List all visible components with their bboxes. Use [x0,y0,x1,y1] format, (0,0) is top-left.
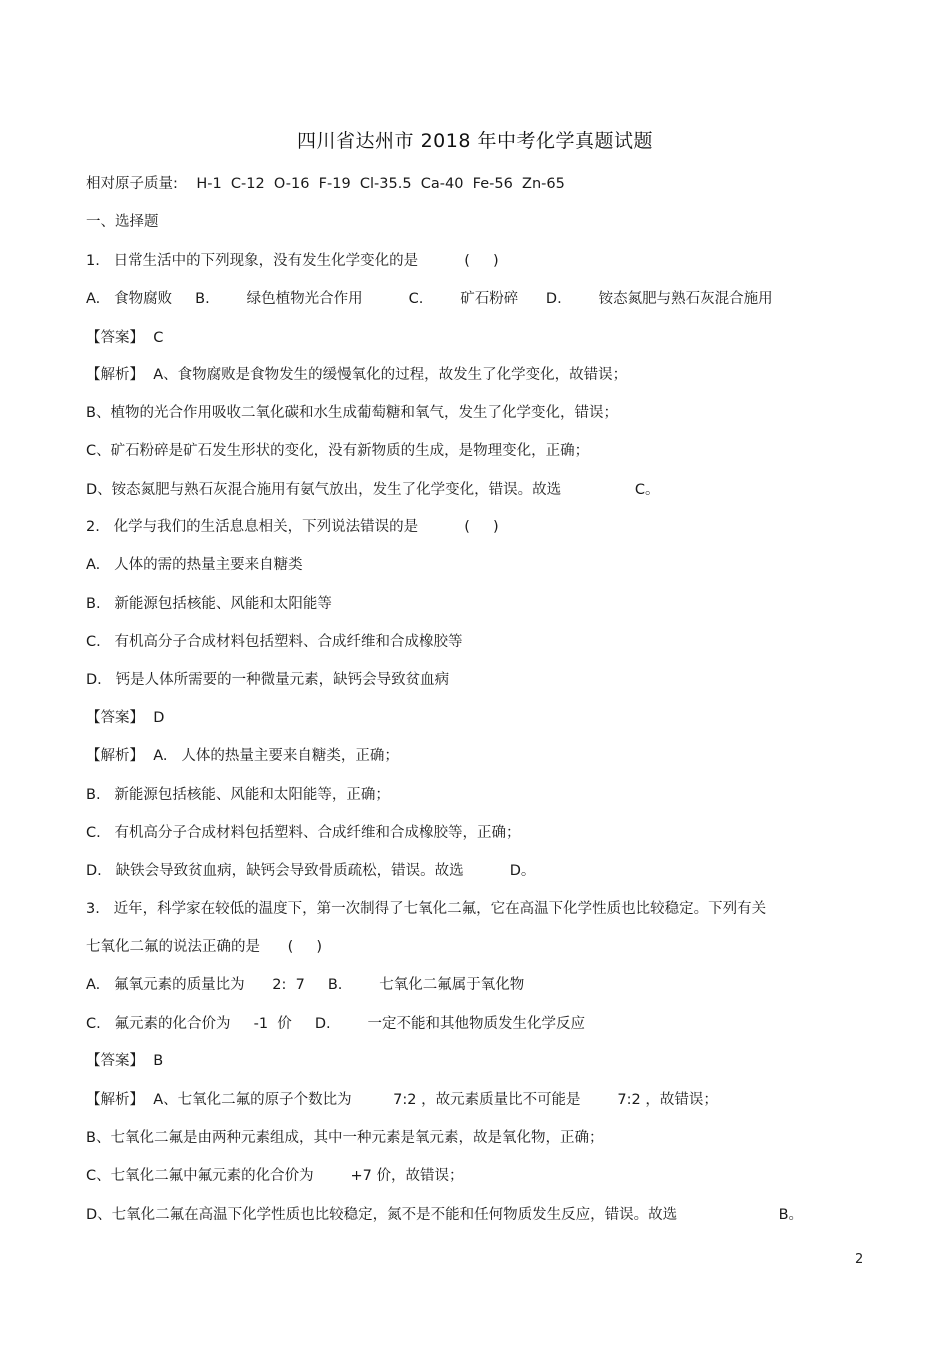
page-number: 2 [855,1252,864,1267]
question-3-analysis-b: B、七氧化二氟是由两种元素组成，其中一种元素是氧元素，故是氧化物，正确； [86,1130,604,1146]
question-3-line-2: 七氧化二氟的说法正确的是 ( ) [86,939,323,955]
question-1-answer: 【答案】 C [86,330,164,346]
question-2-option-c: C. 有机高分子合成材料包括塑料、合成纤维和合成橡胶等 [86,634,463,650]
question-3-options-ab: A. 氟氧元素的质量比为 2: 7 B. 七氧化二氟属于氧化物 [86,977,525,993]
question-3-answer: 【答案】 B [86,1053,164,1069]
document-title: 四川省达州市 2018 年中考化学真题试题 [297,130,653,152]
question-2-option-a: A. 人体的需的热量主要来自糖类 [86,557,303,573]
question-2-analysis-b: B. 新能源包括核能、风能和太阳能等，正确； [86,787,390,803]
question-2-analysis-d: D. 缺铁会导致贫血病，缺钙会导致骨质疏松，错误。故选 D。 [86,863,536,879]
question-2: 2. 化学与我们的生活息息相关，下列说法错误的是 ( ) [86,519,499,535]
question-2-option-b: B. 新能源包括核能、风能和太阳能等 [86,596,332,612]
question-1-analysis-c: C、矿石粉碎是矿石发生形状的变化，没有新物质的生成，是物理变化，正确； [86,443,590,459]
question-2-analysis-a: 【解析】 A. 人体的热量主要来自糖类，正确； [86,748,399,764]
question-2-answer: 【答案】 D [86,710,165,726]
question-3-line-1: 3. 近年，科学家在较低的温度下，第一次制得了七氧化二氟，它在高温下化学性质也比较稳定。下列有关 [86,901,767,917]
section-heading: 一、选择题 [86,214,159,230]
question-1-analysis-b: B、植物的光合作用吸收二氧化碳和水生成葡萄糖和氧气，发生了化学变化，错误； [86,405,618,421]
question-1-analysis-d: D、铵态氮肥与熟石灰混合施用有氨气放出，发生了化学变化，错误。故选 C。 [86,482,660,498]
question-3-analysis-d: D、七氧化二氟在高温下化学性质也比较稳定，氮不是不能和任何物质发生反应，错误。故选 B。 [86,1207,804,1223]
atomic-mass-line: 相对原子质量: H-1 C-12 O-16 F-19 Cl-35.5 Ca-40 Fe-56 Zn-65 [86,176,565,192]
question-1-analysis-a: 【解析】 A、食物腐败是食物发生的缓慢氧化的过程，故发生了化学变化，故错误； [86,367,628,383]
question-2-option-d: D. 钙是人体所需要的一种微量元素，缺钙会导致贫血病 [86,672,450,688]
question-1: 1. 日常生活中的下列现象，没有发生化学变化的是 ( ) [86,253,499,269]
question-2-analysis-c: C. 有机高分子合成材料包括塑料、合成纤维和合成橡胶等，正确； [86,825,521,841]
question-3-analysis-c: C、七氧化二氟中氟元素的化合价为 +7 价，故错误； [86,1168,464,1184]
question-1-options: A. 食物腐败 B. 绿色植物光合作用 C. 矿石粉碎 D. 铵态氮肥与熟石灰混合施用 [86,291,773,307]
question-3-analysis-a: 【解析】 A、七氧化二氟的原子个数比为 7:2 ，故元素质量比不可能是 7:2 ，故错误； [86,1092,718,1108]
question-3-options-cd: C. 氟元素的化合价为 -1 价 D. 一定不能和其他物质发生化学反应 [86,1016,585,1032]
